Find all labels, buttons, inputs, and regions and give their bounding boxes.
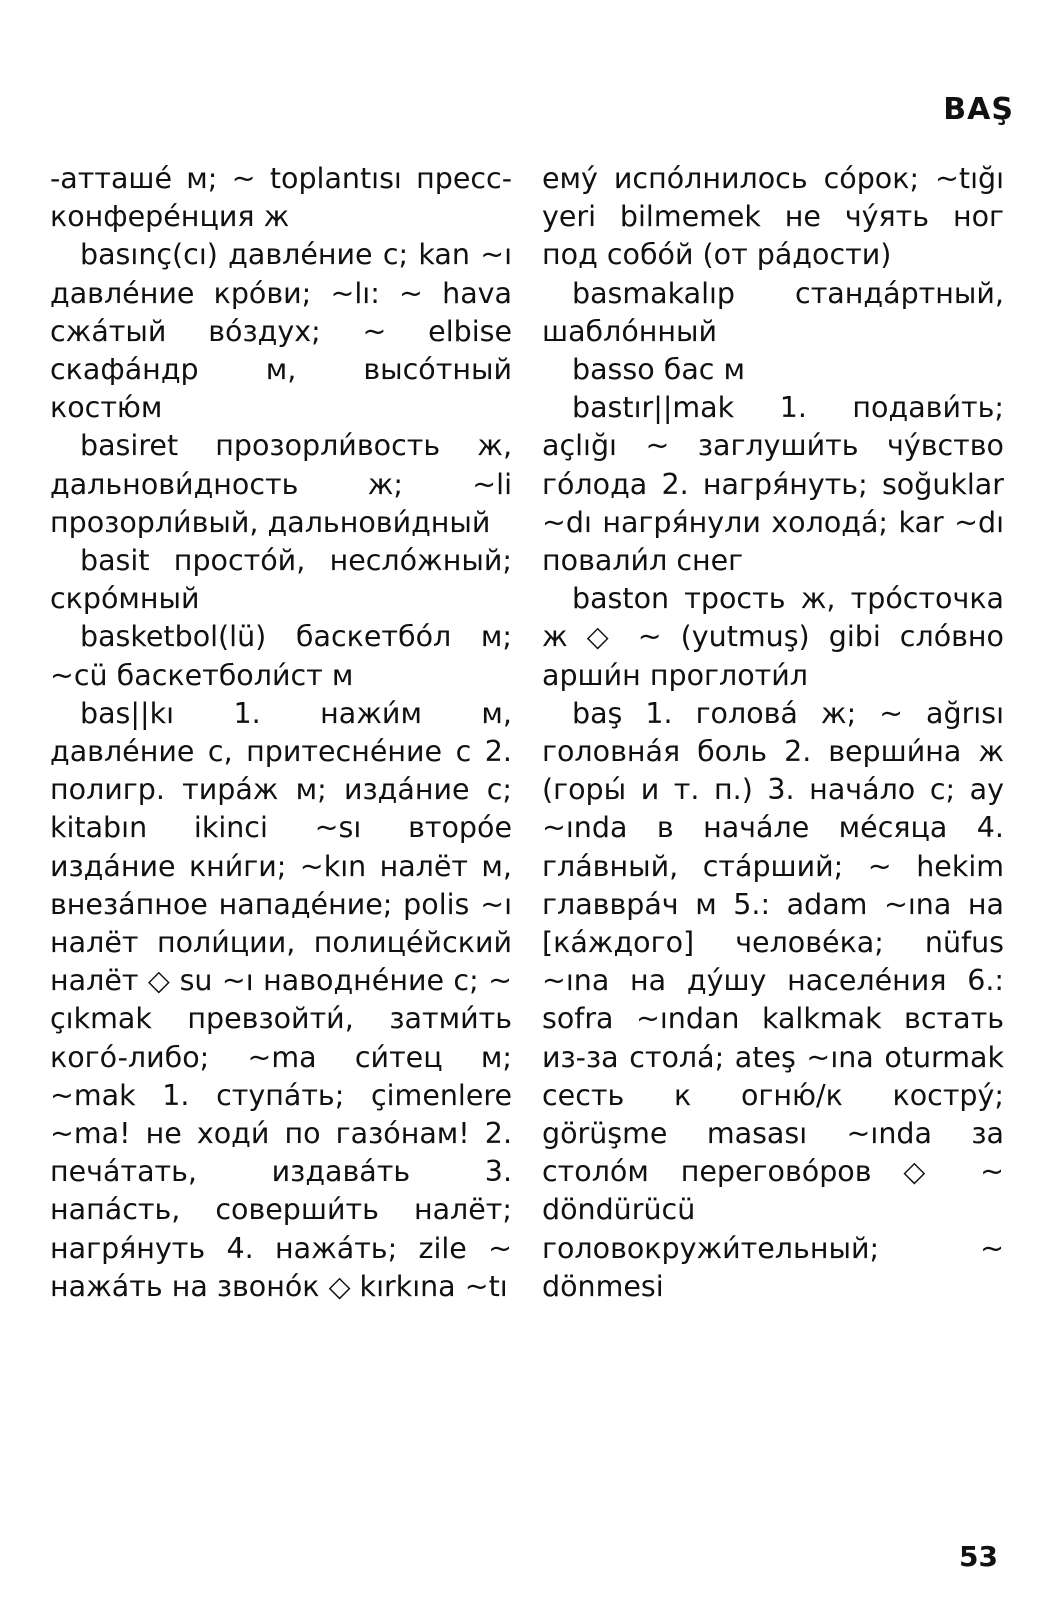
- left-column: [50, 160, 512, 1306]
- entry-basso: basso бас м: [572, 353, 746, 387]
- right-column: [542, 160, 1004, 1306]
- entry-bastirmak: bastır||mak 1. подави́ть; açlığı ~ заглуши́ть чýвство гóлода 2. нагря́нуть; soğuklar ~dı нагря́нули холодá; kar ~dı повали́л снег: [542, 391, 1004, 578]
- entry-baski: bas||kı 1. нажи́м м, давлéние с, притеснéние с 2. полигр. тирáж м; издáние с; kitabın ikinci ~sı вторóе издáние кни́ги; ~kın налёт м, внезáпное нападéние; polis ~ı налёт поли́ции, полицéйский налёт ◇ su ~ı наводнéние с; ~ çıkmak превзойти́, затми́ть когó-либо; ~ma си́тец м; ~mak 1. ступáть; çimenlere ~ma! не ходи́ по газóнам! 2. печáтать, издавáть 3. напáсть, соверши́ть налёт; нагря́нуть 4. нажáть; zile ~ нажáть на звонóк ◇ kırkına ~tı: [50, 696, 512, 1303]
- page-number: 53: [959, 1540, 998, 1573]
- guide-word: BAŞ: [943, 92, 1014, 127]
- entry-continuation: -атташé м; ~ toplantısı пресс-конферéнция ж: [50, 162, 512, 234]
- entry-basmakalip: basmakalıp стандáртный, шаблóнный: [542, 276, 1004, 348]
- entry-baston: baston трость ж, трóсточка ж ◇ ~ (yutmuş) gibi слóвно арши́н проглоти́л: [542, 582, 1004, 692]
- entry-basit: basit простóй, неслóжный; скрóмный: [50, 544, 512, 616]
- entry-basiret: basiret прозорли́вость ж, дальнови́дность ж; ~li прозорли́вый, дальнови́дный: [50, 429, 512, 539]
- entry-bas: baş 1. головá ж; ~ ağrısı головнáя боль 2. верши́на ж (горы́ и т. п.) 3. начáло с; ay ~ında в начáле мéсяца 4. глáвный, стáрший; ~ hekim главврáч м 5.: adam ~ına на [кáждого] человéка; nüfus ~ına на дýшу населéния 6.: sofra ~ından kalkmak встать из-за столá; ateş ~ına oturmak сесть к огню́/к кострý; görüşme masası ~ında за столóм переговóров ◇ ~ döndürücü головокружи́тельный; ~ dönmesi: [542, 696, 1004, 1303]
- entry-basinc: basınç(cı) давлéние с; kan ~ı давлéние крóви; ~lı: ~ hava сжáтый вóздух; ~ elbise скафáндр м, высóтный костю́м: [50, 238, 512, 425]
- entry-continuation: емý испóлнилось сóрок; ~tığı yeri bilmemek не чýять ног под собóй (от рáдости): [542, 162, 1004, 272]
- entry-basketbol: basketbol(lü) баскетбóл м; ~cü баскетболи́ст м: [50, 620, 512, 692]
